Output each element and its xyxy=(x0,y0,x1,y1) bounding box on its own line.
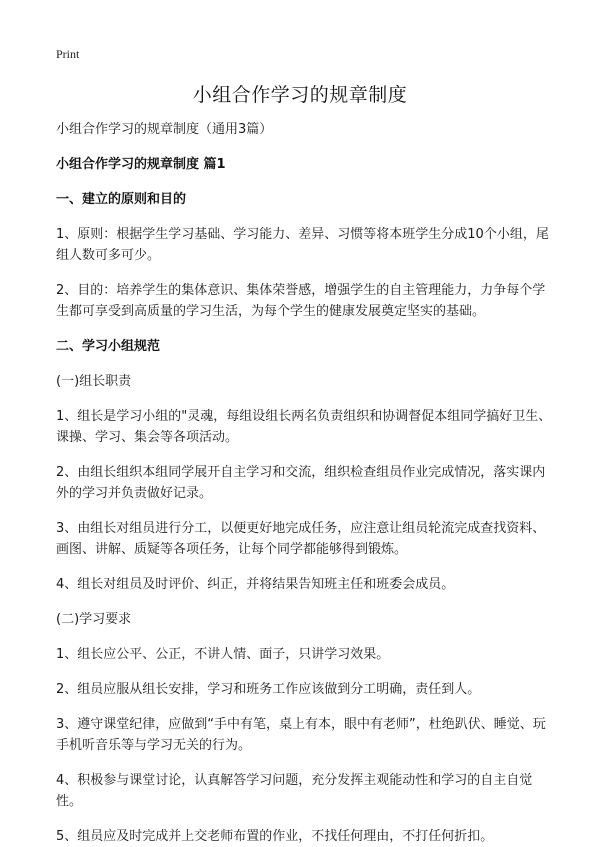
document-body xyxy=(56,119,556,847)
print-label: Print xyxy=(56,47,80,61)
sub1-item-1: 1、组长是学习小组的"灵魂，每组设组长两名负责组织和协调督促本组同学搞好卫生、课操、学习、集会等各项活动。 xyxy=(56,409,552,445)
sub1-heading: (一)组长职责 xyxy=(56,374,132,389)
sub2-item-2: 2、组员应服从组长安排，学习和班务工作应该做到分工明确，责任到人。 xyxy=(56,682,481,697)
part1-heading: 一、建立的原则和目的 xyxy=(56,192,187,207)
sub1-item-3: 3、由组长对组员进行分工，以便更好地完成任务，应注意让组员轮流完成查找资料、画图、讲解、质疑等各项任务，让每个同学都能够得到锻炼。 xyxy=(56,521,546,557)
document-title: 小组合作学习的规章制度 xyxy=(192,84,408,106)
part1-item-1: 1、原则：根据学生学习基础、学习能力、差异、习惯等将本班学生分成10个小组，尾组人数可多可少。 xyxy=(56,227,549,263)
sub2-item-5: 5、组员应及时完成并上交老师布置的作业，不找任何理由，不打任何折扣。 xyxy=(56,829,494,844)
sub2-heading: (二)学习要求 xyxy=(56,612,132,627)
part2-heading: 二、学习小组规范 xyxy=(56,339,161,354)
part1-item-2: 2、目的：培养学生的集体意识、集体荣誉感，增强学生的自主管理能力，力争每个学生都可享受到高质量的学习生活，为每个学生的健康发展奠定坚实的基础。 xyxy=(56,283,546,319)
sub2-item-4: 4、积极参与课堂讨论，认真解答学习问题，充分发挥主观能动性和学习的自主自觉性。 xyxy=(56,773,533,809)
sub2-item-3: 3、遵守课堂纪律，应做到“手中有笔，桌上有本，眼中有老师”，杜绝趴伏、睡觉、玩手机听音乐等与学习无关的行为。 xyxy=(56,717,546,753)
sub1-item-2: 2、由组长组织本组同学展开自主学习和交流，组织检查组员作业完成情况，落实课内外的学习并负责做好记录。 xyxy=(56,465,546,501)
sub1-item-4: 4、组长对组员及时评价、纠正，并将结果告知班主任和班委会成员。 xyxy=(56,577,455,592)
document-subtitle: 小组合作学习的规章制度（通用3篇） xyxy=(56,122,273,137)
sub2-item-1: 1、组长应公平、公正，不讲人情、面子，只讲学习效果。 xyxy=(56,647,390,662)
section-title: 小组合作学习的规章制度 篇1 xyxy=(56,157,226,172)
